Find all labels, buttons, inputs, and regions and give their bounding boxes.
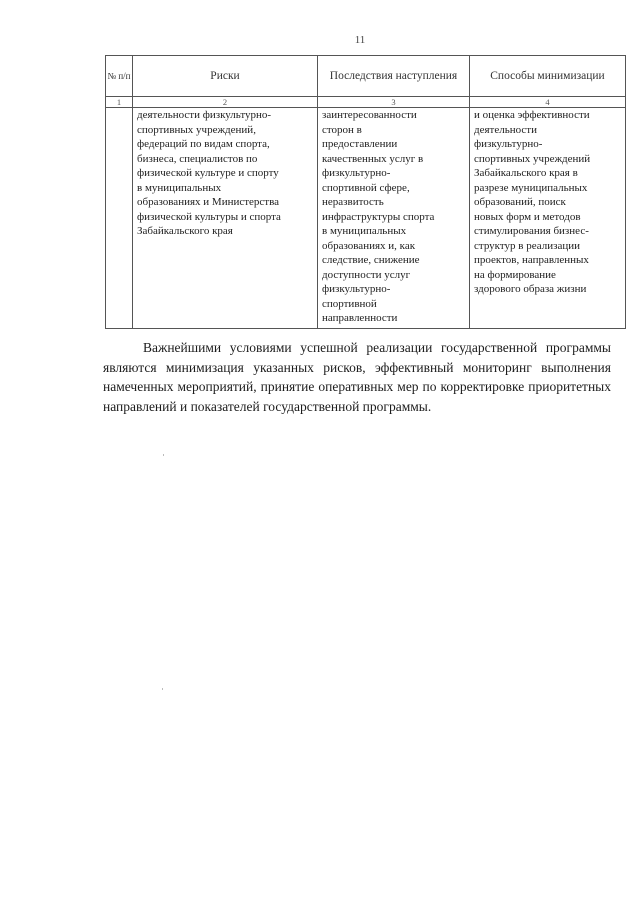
column-number-2: 2 bbox=[133, 97, 318, 108]
column-number-4: 4 bbox=[470, 97, 626, 108]
column-number-3: 3 bbox=[318, 97, 470, 108]
header-consequences: Последствия наступления bbox=[318, 56, 470, 97]
column-number-1: 1 bbox=[106, 97, 133, 108]
conclusion-paragraph bbox=[103, 338, 611, 416]
page-number: 11 bbox=[354, 34, 366, 46]
cell-methods bbox=[470, 108, 626, 329]
header-num: № п/п bbox=[106, 56, 133, 97]
risk-table bbox=[105, 55, 626, 329]
cell-consequences-text: заинтересованности сторон в предоставлении качественных услуг в физкультурно- спортивной сфере, неразвитость инфраструктуры спорта в муниципальных образованиях и, как следствие, снижение доступности услуг физкультурно- спортивной направленности bbox=[322, 109, 435, 324]
cell-methods-text: и оценка эффективности деятельности физкультурно- спортивных учреждений Забайкальского края в разрезе муниципальных образований, поиск новых форм и методов стимулирования бизнес- структур в реализации проектов, направленных на формирование здорового образа жизни bbox=[474, 109, 591, 295]
header-risks: Риски bbox=[133, 56, 318, 97]
header-methods: Способы минимизации bbox=[470, 56, 626, 97]
cell-risks-text: деятельности физкультурно- спортивных учреждений, федераций по видам спорта, бизнеса, специалистов по физической культуре и спорту в муниципальных образованиях и Министерства физической культуры и спорта Забайкальского края bbox=[137, 109, 281, 237]
cell-consequences bbox=[318, 108, 470, 329]
conclusion-text: Важнейшими условиями успешной реализации государственной программы являются минимизация указанных рисков, эффективный мониторинг выполнения намеченных мероприятий, принятие оперативных мер по корректировке приоритетных направлений и показателей государственной программы. bbox=[103, 340, 611, 414]
scan-speck bbox=[162, 688, 163, 690]
cell-num bbox=[106, 108, 133, 329]
table-row bbox=[106, 108, 626, 329]
cell-risks bbox=[133, 108, 318, 329]
table-header-row bbox=[106, 56, 626, 97]
column-number-row bbox=[106, 97, 626, 108]
scan-speck bbox=[163, 454, 164, 456]
